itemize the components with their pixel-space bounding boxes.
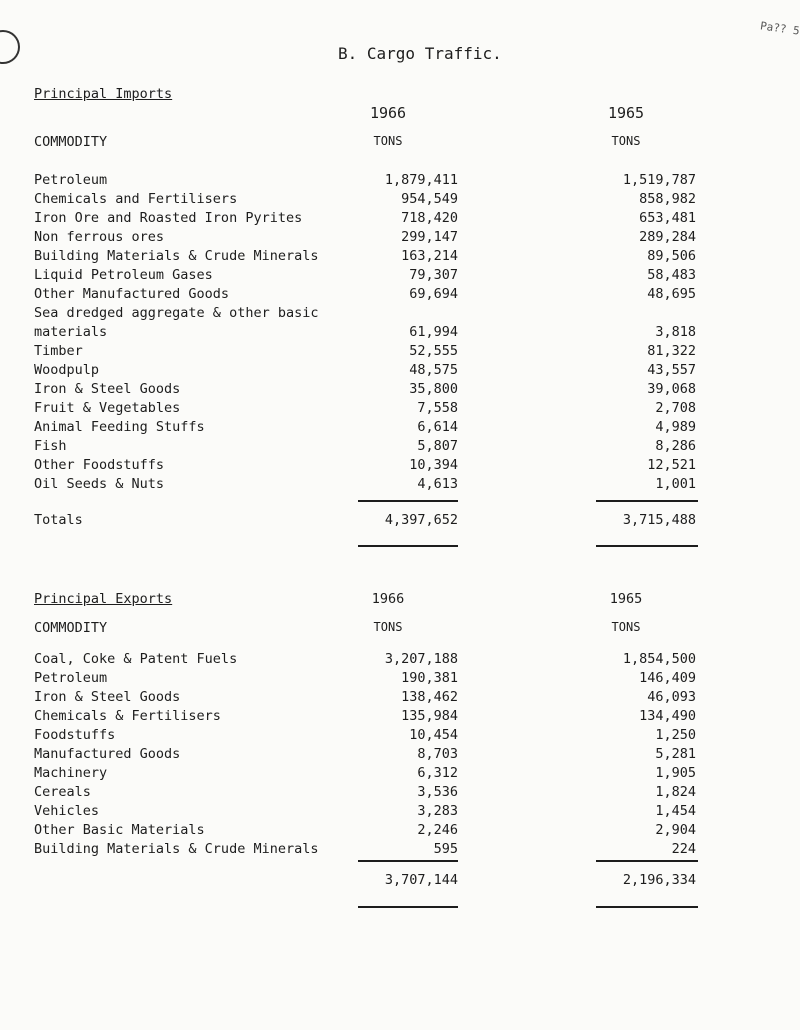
exports-row-1966-value: 6,312 — [417, 765, 458, 781]
imports-row-commodity: Chemicals and Fertilisers — [34, 191, 238, 207]
imports-row-1965-value: 3,818 — [655, 324, 696, 340]
imports-row-1965-value: 43,557 — [647, 362, 696, 378]
imports-row-1965-value: 858,982 — [639, 191, 696, 207]
exports-row-commodity: Manufactured Goods — [34, 746, 181, 762]
imports-row-1966-value: 7,558 — [417, 400, 458, 416]
imports-row-commodity: Petroleum — [34, 172, 108, 188]
imports-row-commodity: Building Materials & Crude Minerals — [34, 248, 319, 264]
imports-row-1966-value: 718,420 — [401, 210, 458, 226]
page-title: B. Cargo Traffic. — [338, 44, 502, 63]
exports-unit1-header: TONS — [373, 620, 403, 634]
imports-row-commodity: Oil Seeds & Nuts — [34, 476, 165, 492]
imports-commodity-header: COMMODITY — [34, 134, 108, 150]
imports-total-rule-top-1 — [358, 500, 458, 502]
imports-total-1965: 3,715,488 — [622, 512, 696, 528]
exports-row-1965-value: 46,093 — [647, 689, 696, 705]
imports-row-1965-value: 1,001 — [655, 476, 696, 492]
imports-row-1965-value: 2,708 — [655, 400, 696, 416]
exports-row-1966-value: 3,283 — [417, 803, 458, 819]
exports-row-1966-value: 8,703 — [417, 746, 458, 762]
exports-row-1965-value: 1,250 — [655, 727, 696, 743]
imports-row-1966-value: 52,555 — [409, 343, 458, 359]
imports-row-1966-value: 10,394 — [409, 457, 458, 473]
exports-unit2-header: TONS — [611, 620, 641, 634]
exports-total-rule-bottom-2 — [596, 906, 698, 908]
exports-total-1965: 2,196,334 — [622, 872, 696, 888]
imports-row-1966-value: 35,800 — [409, 381, 458, 397]
exports-row-1966-value: 3,536 — [417, 784, 458, 800]
imports-row-1966-value: 4,613 — [417, 476, 458, 492]
exports-row-commodity: Machinery — [34, 765, 108, 781]
exports-row-1966-value: 135,984 — [401, 708, 458, 724]
imports-total-rule-bottom-2 — [596, 545, 698, 547]
imports-row-1966-value: 1,879,411 — [384, 172, 458, 188]
exports-row-commodity: Iron & Steel Goods — [34, 689, 181, 705]
exports-row-commodity: Chemicals & Fertilisers — [34, 708, 221, 724]
imports-row-1966-value: 48,575 — [409, 362, 458, 378]
imports-row-1966-value: 5,807 — [417, 438, 458, 454]
imports-row-1966-value: 61,994 — [409, 324, 458, 340]
exports-row-1965-value: 146,409 — [639, 670, 696, 686]
imports-unit1-header: TONS — [373, 134, 403, 148]
exports-row-1965-value: 5,281 — [655, 746, 696, 762]
exports-row-1966-value: 2,246 — [417, 822, 458, 838]
imports-row-commodity: Animal Feeding Stuffs — [34, 419, 205, 435]
exports-row-1965-value: 1,854,500 — [622, 651, 696, 667]
imports-total-rule-bottom-1 — [358, 545, 458, 547]
exports-row-commodity: Coal, Coke & Patent Fuels — [34, 651, 238, 667]
imports-row-1966-value: 6,614 — [417, 419, 458, 435]
exports-row-commodity: Petroleum — [34, 670, 108, 686]
imports-row-commodity: Fish — [34, 438, 67, 454]
imports-row-commodity: Non ferrous ores — [34, 229, 165, 245]
imports-row-1966-value: 163,214 — [401, 248, 458, 264]
imports-row-commodity: materials — [34, 324, 108, 340]
exports-commodity-header: COMMODITY — [34, 620, 108, 636]
imports-row-commodity: Sea dredged aggregate & other basic — [34, 305, 319, 321]
exports-row-commodity: Cereals — [34, 784, 91, 800]
imports-row-commodity: Other Foodstuffs — [34, 457, 165, 473]
exports-row-commodity: Other Basic Materials — [34, 822, 205, 838]
exports-row-1965-value: 134,490 — [639, 708, 696, 724]
exports-row-1966-value: 138,462 — [401, 689, 458, 705]
imports-total-1966: 4,397,652 — [384, 512, 458, 528]
exports-row-commodity: Vehicles — [34, 803, 100, 819]
exports-row-1965-value: 1,824 — [655, 784, 696, 800]
exports-row-commodity: Foodstuffs — [34, 727, 116, 743]
exports-row-1965-value: 224 — [671, 841, 696, 857]
exports-row-commodity: Building Materials & Crude Minerals — [34, 841, 319, 857]
imports-row-1965-value: 289,284 — [639, 229, 696, 245]
imports-section-title: Principal Imports — [34, 86, 173, 102]
exports-year1-header: 1966 — [371, 591, 405, 607]
imports-year1-header: 1966 — [369, 104, 407, 122]
imports-row-1965-value: 81,322 — [647, 343, 696, 359]
exports-row-1966-value: 595 — [433, 841, 458, 857]
imports-row-1965-value: 48,695 — [647, 286, 696, 302]
imports-row-1965-value: 58,483 — [647, 267, 696, 283]
exports-row-1966-value: 10,454 — [409, 727, 458, 743]
imports-year2-header: 1965 — [607, 104, 645, 122]
exports-row-1965-value: 2,904 — [655, 822, 696, 838]
imports-row-commodity: Iron Ore and Roasted Iron Pyrites — [34, 210, 303, 226]
imports-row-1966-value: 69,694 — [409, 286, 458, 302]
imports-row-1966-value: 299,147 — [401, 229, 458, 245]
imports-row-1966-value: 954,549 — [401, 191, 458, 207]
exports-total-rule-bottom-1 — [358, 906, 458, 908]
imports-row-1965-value: 12,521 — [647, 457, 696, 473]
exports-row-1965-value: 1,905 — [655, 765, 696, 781]
imports-row-1965-value: 653,481 — [639, 210, 696, 226]
corner-mark: Pa?? 5 — [759, 19, 800, 38]
exports-row-1966-value: 3,207,188 — [384, 651, 458, 667]
imports-row-1965-value: 8,286 — [655, 438, 696, 454]
imports-row-1965-value: 39,068 — [647, 381, 696, 397]
imports-row-commodity: Woodpulp — [34, 362, 100, 378]
exports-year2-header: 1965 — [609, 591, 643, 607]
imports-row-commodity: Liquid Petroleum Gases — [34, 267, 213, 283]
exports-total-rule-top-2 — [596, 860, 698, 862]
imports-totals-label: Totals — [34, 512, 83, 528]
exports-section-title: Principal Exports — [34, 591, 173, 607]
exports-row-1965-value: 1,454 — [655, 803, 696, 819]
imports-row-commodity: Timber — [34, 343, 83, 359]
exports-row-1966-value: 190,381 — [401, 670, 458, 686]
imports-row-1965-value: 89,506 — [647, 248, 696, 264]
punch-hole-mark — [0, 30, 20, 64]
imports-row-commodity: Other Manufactured Goods — [34, 286, 230, 302]
imports-unit2-header: TONS — [611, 134, 641, 148]
imports-total-rule-top-2 — [596, 500, 698, 502]
imports-row-1966-value: 79,307 — [409, 267, 458, 283]
exports-total-1966: 3,707,144 — [384, 872, 458, 888]
imports-row-1965-value: 4,989 — [655, 419, 696, 435]
exports-total-rule-top-1 — [358, 860, 458, 862]
imports-row-1965-value: 1,519,787 — [622, 172, 696, 188]
imports-row-commodity: Iron & Steel Goods — [34, 381, 181, 397]
imports-row-commodity: Fruit & Vegetables — [34, 400, 181, 416]
